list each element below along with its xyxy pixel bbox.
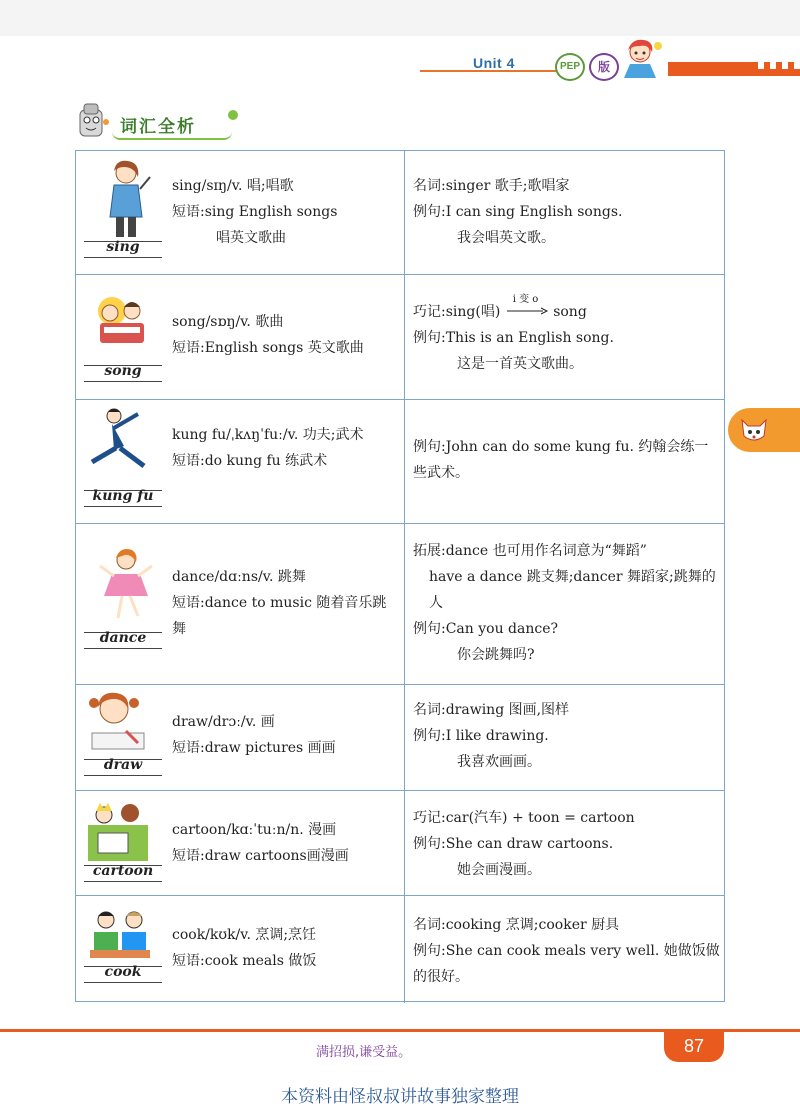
word-label: cook: [104, 964, 142, 980]
pronunciation-line: kung fu/ˌkʌŋˈfuː/v. 功夫;武术: [172, 427, 364, 443]
example-sentence: 例句:She can cook meals very well. 她做饭做的很好。: [413, 943, 720, 985]
robot-mascot-icon: [74, 100, 112, 140]
noun-note: 名词:singer 歌手;歌唱家: [413, 178, 570, 194]
header-bar: [668, 62, 758, 76]
word-notes: [413, 538, 721, 668]
example-sentence: 例句:This is an English song.: [413, 330, 614, 346]
pronunciation-line: sing/sɪŋ/v. 唱;唱歌: [172, 178, 294, 194]
word-entry: [172, 922, 400, 974]
unit-label: Unit 4: [473, 55, 515, 71]
page-number: 87: [683, 1036, 705, 1056]
edition-badge: 版: [589, 53, 619, 81]
kids-singing-illustration: [90, 289, 154, 349]
word-handwriting-lines: [84, 628, 162, 650]
pronunciation-line: draw/drɔː/v. 画: [172, 714, 275, 730]
vocabulary-table: [75, 150, 725, 1002]
example-translation: 这是一首英文歌曲。: [457, 356, 583, 372]
example-sentence: 例句:John can do some kung fu. 约翰会练一些武术。: [413, 439, 709, 481]
word-handwriting-lines: [84, 486, 162, 508]
kids-cartoon-illustration: [86, 797, 150, 863]
phrase-line: 短语:sing English songs: [172, 204, 338, 220]
word-handwriting-lines: [84, 237, 162, 259]
word-label: draw: [103, 757, 143, 773]
dancer-illustration: [94, 546, 158, 622]
word-notes: [413, 434, 721, 486]
fox-face-icon: [738, 414, 770, 446]
phrase-line: 短语:draw cartoons画漫画: [172, 848, 349, 864]
girl-mascot-icon: [618, 36, 666, 80]
vocab-row-sing: [76, 151, 724, 275]
word-handwriting-lines: [84, 861, 162, 883]
example-sentence: 例句:I like drawing.: [413, 728, 549, 744]
vocab-row-draw: [76, 685, 724, 791]
extension-detail: have a dance 跳支舞;dancer 舞蹈家;跳舞的人: [429, 569, 716, 611]
girl-drawing-illustration: [86, 687, 150, 755]
word-label: sing: [106, 239, 140, 255]
word-entry: [172, 564, 400, 642]
word-entry: [172, 422, 400, 474]
example-translation: 我喜欢画画。: [457, 754, 541, 770]
section-underline: [112, 132, 232, 140]
noun-note: 名词:drawing 图画,图样: [413, 702, 570, 718]
word-handwriting-lines: [84, 962, 162, 984]
word-label: kung fu: [92, 488, 154, 504]
vocab-row-cartoon: [76, 791, 724, 896]
example-sentence: 例句:Can you dance?: [413, 621, 559, 637]
vocab-row-song: [76, 275, 724, 400]
example-sentence: 例句:I can sing English songs.: [413, 204, 623, 220]
phrase-line: 短语:do kung fu 练武术: [172, 453, 328, 469]
vocab-row-kungfu: [76, 400, 724, 524]
word-notes: [413, 805, 721, 883]
word-entry: [172, 709, 400, 761]
word-notes: [413, 294, 721, 377]
header-checker: [752, 69, 800, 76]
memory-tip-line: 巧记:car(汽车) + toon = cartoon: [413, 810, 635, 826]
phrase-line: 短语:cook meals 做饭: [172, 953, 317, 969]
change-arrow: i 变 o: [505, 305, 549, 319]
example-translation: 我会唱英文歌。: [457, 230, 555, 246]
word-handwriting-lines: [84, 361, 162, 383]
word-label: song: [104, 363, 142, 379]
phrase-line: 短语:English songs 英文歌曲: [172, 340, 364, 356]
example-translation: 她会画漫画。: [457, 862, 541, 878]
kungfu-illustration: [84, 406, 156, 482]
pronunciation-line: cartoon/kɑːˈtuːn/n. 漫画: [172, 822, 337, 838]
pronunciation-line: dance/dɑːns/v. 跳舞: [172, 569, 306, 585]
phrase-translation: 唱英文歌曲: [216, 230, 286, 246]
arrow-icon: [505, 307, 549, 315]
source-note: 本资料由怪叔叔讲故事独家整理: [281, 1087, 519, 1107]
pronunciation-line: song/sɒŋ/v. 歌曲: [172, 314, 284, 330]
pep-badge: PEP: [555, 53, 585, 81]
word-notes: [413, 697, 721, 775]
footer-motto: 满招损,谦受益。: [316, 1045, 412, 1060]
header-band: [0, 0, 800, 36]
extension-note: 拓展:dance 也可用作名词意为“舞蹈”: [413, 543, 647, 559]
word-entry: [172, 173, 400, 251]
word-label: dance: [99, 630, 147, 646]
section-dot: [228, 110, 238, 120]
vocab-row-dance: [76, 524, 724, 685]
word-notes: [413, 912, 721, 990]
phrase-line: 短语:draw pictures 画画: [172, 740, 336, 756]
memory-tip-line: 巧记:sing(唱) i 变 o song: [413, 294, 587, 320]
phrase-line: 短语:dance to music 随着音乐跳舞: [172, 595, 387, 637]
example-translation: 你会跳舞吗?: [457, 647, 535, 663]
word-label: cartoon: [92, 863, 154, 879]
word-entry: [172, 309, 400, 361]
word-handwriting-lines: [84, 755, 162, 777]
kids-cooking-illustration: [88, 906, 152, 962]
pronunciation-line: cook/kʊk/v. 烹调;烹饪: [172, 927, 317, 943]
example-sentence: 例句:She can draw cartoons.: [413, 836, 614, 852]
word-notes: [413, 173, 721, 251]
vocab-row-cook: [76, 896, 724, 1003]
word-entry: [172, 817, 400, 869]
singer-illustration: [94, 159, 158, 239]
noun-note: 名词:cooking 烹调;cooker 厨具: [413, 917, 620, 933]
section-title: 词汇全析: [120, 117, 196, 137]
